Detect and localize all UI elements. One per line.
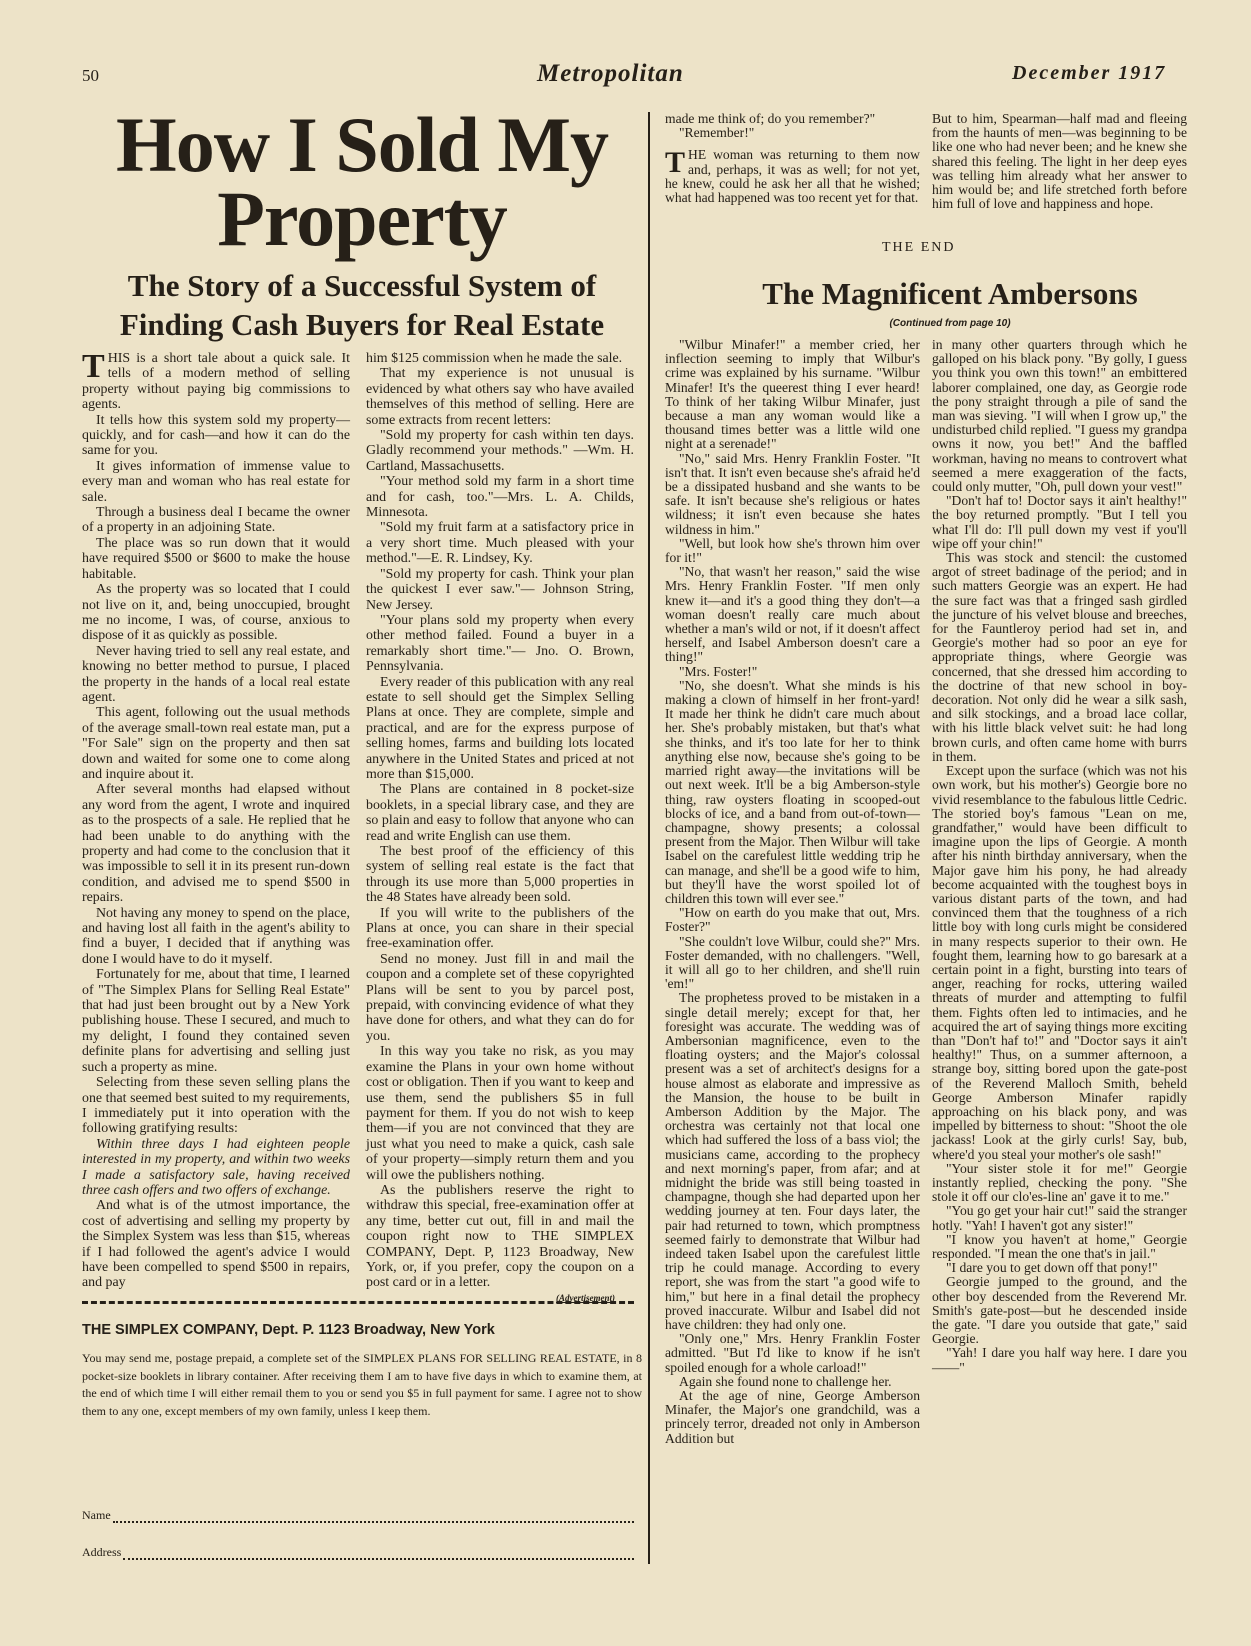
ad-paragraph: Every reader of this publication with any real estate to sell should get the Simplex Selling Plans at once. They are complete, simple and practical, and are for the express purpose of selling homes, farms and building lots located anywhere in the United States and priced at not more than $15,000. bbox=[366, 674, 634, 782]
story-paragraph: At the age of nine, George Amberson Minafer, the Major's one grandchild, was a princely terror, dreaded not only in Amberson Addition but bbox=[665, 1388, 920, 1446]
name-label: Name bbox=[82, 1508, 111, 1522]
name-field[interactable] bbox=[82, 1508, 634, 1523]
story-paragraph: Georgie jumped to the ground, and the other boy descended from the Reverend Mr. Smith's gate-post—but he descended inside the gate. "I dare you outside that gate," said Georgie. bbox=[932, 1274, 1187, 1347]
drop-cap: T bbox=[82, 348, 105, 385]
ad-paragraph: That my experience is not unusual is evidenced by what others say who have availed themselves of this method of selling. Here are some extracts from recent letters: bbox=[366, 366, 634, 428]
ad-paragraph: "Sold my property for cash within ten days. Gladly recommend your methods." —Wm. H. Cartland, Massachusetts. bbox=[366, 428, 634, 474]
story-paragraph: "Wilbur Minafer!" a member cried, her inflection seeming to imply that Wilbur's crime was explained by his surname. "Wilbur Minafer! It's the queerest thing I ever heard! To think of her taking Wilbur Minafer, just because a man any woman would like a thousand times better was a little wild one night at a serenade!" bbox=[665, 337, 920, 452]
story-paragraph: Again she found none to challenge her. bbox=[679, 1373, 892, 1389]
coupon-body: You may send me, postage prepaid, a complete set of the SIMPLEX PLANS FOR SELLING REAL ESTATE, in 8 pocket-size booklets in library container. After receiving them I am to have five days in which to examine them, at the end of which time I will either remail them to you or send you $5 in full payment for same. I agree not to show them to any one, except members of my own family, unless I keep them. bbox=[82, 1351, 642, 1418]
ad-paragraph: The Plans are contained in 8 pocket-size booklets, in a special library case, and they are so plain and easy to follow that anyone who can read and write English can use them. bbox=[366, 782, 634, 844]
story-paragraph: "Your sister stole it for me!" Georgie instantly replied, checking the pony. "She stole it off our clo'es-line an' gave it to me." bbox=[932, 1160, 1187, 1205]
story-paragraph: "Don't haf to! Doctor says it ain't healthy!" the boy returned promptly. "But I tell you what I'll do: I'll pull down my vest if you'll wipe off your chin!" bbox=[932, 493, 1187, 551]
story-end-column-a bbox=[665, 112, 920, 205]
story-paragraph: But to him, Spearman—half mad and fleeing from the haunts of men—was beginning to be like one who had never been; and he knew she shared this feeling. The light in her deep eyes was telling him already what her answer to him would be; and life stretched forth before him full of love and happiness and hope. bbox=[932, 111, 1187, 212]
coupon-cut-line bbox=[82, 1301, 634, 1304]
ambersons-column-1 bbox=[665, 338, 920, 1446]
the-end-label: THE END bbox=[882, 240, 956, 255]
ad-paragraph: As the publishers reserve the right to withdraw this special, free-examination offer at any time, better cut out, fill in and mail the coupon right now to THE SIMPLEX COMPANY, Dept. P, 1123 Broadway, New York, or, if you prefer, copy the coupon on a post card or in a letter. bbox=[366, 1182, 634, 1291]
ad-paragraph: It tells how this system sold my property—quickly, and for cash—and how it can do the same for you. bbox=[82, 412, 350, 459]
story-paragraph: "No," said Mrs. Henry Franklin Foster. "It isn't that. It isn't even because she's afraid he'd be a dissipated husband and she wants to be safe. It isn't because she's religious or hates wildness; it isn't even because she hates wildness in him." bbox=[665, 450, 920, 537]
story-paragraph: "No, she doesn't. What she minds is his making a clown of himself in her front-yard! It made her think he didn't care much about her. She's probably mistaken, but that's what she thinks, and it's too late for her to think anything else now, because she's going to be married right away—the invitations will be out next week. It'll be a big Amberson-style thing, raw oysters floating in scooped-out blocks of ice, and a band from out-of-town—champagne, showy presents; a colossal present from the Major. Then Wilbur will take Isabel on the carefulest little wedding trip he can manage, and she'll be a good wife to him, but they'll have the worst spoiled lot of children this town will ever see." bbox=[665, 677, 920, 906]
ad-paragraph: If you will write to the publishers of the Plans at once, you can share in their special free-examination offer. bbox=[366, 905, 634, 952]
ad-paragraph: Through a business deal I became the owner of a property in an adjoining State. bbox=[82, 505, 350, 536]
ad-paragraph: "Sold my property for cash. Think your plan the quickest I ever saw."— Johnson String, New Jersey. bbox=[366, 566, 634, 613]
ad-paragraph: The place was so run down that it would have required $500 or $600 to make the house habitable. bbox=[82, 535, 350, 582]
ad-paragraph: him $125 commission when he made the sale. bbox=[366, 351, 623, 366]
ad-paragraph: "Your method sold my farm in a short time and for cash, too."—Mrs. L. A. Childs, Minnesota. bbox=[366, 474, 634, 521]
story-paragraph: "I know you haven't at home," Georgie responded. "I mean the one that's in jail." bbox=[932, 1231, 1187, 1261]
drop-cap: T bbox=[665, 146, 686, 180]
address-input-line[interactable] bbox=[123, 1548, 634, 1560]
name-input-line[interactable] bbox=[113, 1511, 634, 1523]
story-paragraph: "She couldn't love Wilbur, could she?" Mrs. Foster demanded, with no challengers. "Well, it will all go to her children, and she'll ruin 'em!" bbox=[665, 933, 920, 992]
column-rule bbox=[648, 112, 650, 1564]
ad-title: How I Sold My Property bbox=[116, 101, 608, 262]
ad-paragraph: And what is of the utmost importance, the cost of advertising and selling my property by the Simplex System was less than $15, whereas if I had followed the agent's advice I would have been compelled to spend $500 in repairs, and pay bbox=[82, 1198, 350, 1291]
ad-paragraph: In this way you take no risk, as you may examine the Plans in your own home without cost or obligation. Then if you want to keep and use them, send the publishers $5 in full payment for them. If you do not wish to keep them—if you are not convinced that they are just what you need to make a quick, cash sale of your property—simply return them and you will owe the publishers nothing. bbox=[366, 1044, 634, 1183]
story-paragraph: "Remember!" bbox=[679, 125, 755, 141]
ambersons-title: The Magnificent Ambersons bbox=[762, 276, 1138, 311]
advertisement-label: (Advertisement) bbox=[556, 1293, 615, 1303]
page-number: 50 bbox=[82, 66, 99, 85]
story-paragraph: Except upon the surface (which was not his own work, but his mother's) Georgie bore no vivid resemblance to the fabulous little Cedric. The storied boy's famous "Lean on me, grandfather," would have been difficult to imagine upon the lips of Georgie. A month after his ninth birthday anniversary, when the Major gave him his pony, he had already become acquainted with the toughest boys in various distant parts of the town, and had convinced them that the toughness of a rich little boy with long curls might be considered in many respects superior to their own. He fought them, learning how to go baresark at a certain point in a fight, bursting into tears of anger, reaching for rocks, uttering wailed threats of murder and attempting to fulfil them. Fights often led to intimacies, and he acquired the art of saying things more exciting than "Don't haf to!" and "Doctor says it ain't healthy!" Thus, on a summer afternoon, a strange boy, sitting bored upon the gate-post of the Reverend Malloch Smith, beheld George Amberson Minafer rapidly approaching on his black pony, and was impelled by bitterness to shout: "Shoot the ole jackass! Look at the girly curls! Say, bub, where'd you steal your mother's ole sash!" bbox=[932, 763, 1187, 1162]
continued-note: (Continued from page 10) bbox=[889, 318, 1011, 329]
magazine-name: Metropolitan bbox=[537, 60, 684, 87]
address-field[interactable] bbox=[82, 1545, 634, 1560]
ad-paragraph: After several months had elapsed without any word from the agent, I wrote and inquired as to the prospects of a sale. He replied that he had been unable to do anything with the property and had come to the conclusion that it was impossible to sell it in its present run-down condition, and advised me to spend $500 in repairs. bbox=[82, 782, 350, 906]
ad-paragraph: Selecting from these seven selling plans the one that seemed best suited to my requirements, I immediately put it into operation with the following gratifying results: bbox=[82, 1075, 350, 1137]
ad-column-1 bbox=[82, 348, 350, 1291]
ad-paragraph: Send no money. Just fill in and mail the coupon and a complete set of these copyrighted Plans will be sent to you by parcel post, prepaid, with convincing evidence of what they have done for others, and what they can do for you. bbox=[366, 951, 634, 1044]
story-paragraph: This was stock and stencil: the customed argot of street badinage of the period; and in such matters Georgie was an expert. He had the sure fact was that a fringed sash girdled the juncture of his velvet blouse and breeches, for the Fauntleroy period had set in, and Georgie's mother had so poor an eye for appropriate things, where Georgie was concerned, that she dressed him according to the doctrine of that new school in boy-decoration. Not only did he wear a silk sash, and silk stockings, and a broad lace collar, with his little black velvet suit: he had long brown curls, and often came home with burrs in them. bbox=[932, 550, 1187, 764]
story-paragraph: "I dare you to get down off that pony!" bbox=[946, 1260, 1158, 1276]
ad-paragraph: Never having tried to sell any real estate, and knowing no better method to pursue, I placed the property in the hands of a local real estate agent. bbox=[82, 643, 350, 705]
ad-paragraph: Within three days I had eighteen people interested in my property, and within two weeks I made a satisfactory sale, having received three cash offers and two offers of exchange. bbox=[82, 1136, 350, 1198]
story-paragraph: "Yah! I dare you half way here. I dare you——" bbox=[932, 1345, 1187, 1375]
ad-paragraph: It gives information of immense value to every man and woman who has real estate for sale. bbox=[82, 458, 350, 505]
story-paragraph: in many other quarters through which he galloped on his black pony. "By golly, I guess you think you own this town!" an embittered laborer complained, one day, as Georgie rode the pony straight through a pile of sand the man was sieving. "I will when I grow up," the undisturbed child replied. "I guess my grandpa owns it now, you bet!" And the baffled workman, having no means to controvert what seemed a mere exaggeration of the facts, could only mutter, "Oh, pull down your vest!" bbox=[932, 337, 1187, 495]
ad-paragraph: The best proof of the efficiency of this system of selling real estate is the fact that through its use more than 5,000 properties in the 48 States have already been sold. bbox=[366, 844, 634, 906]
ad-paragraph: Fortunately for me, about that time, I learned of "The Simplex Plans for Selling Real Estate" that had just been brought out by a New York publishing house. These I secured, and much to my delight, I found they contained seven definite plans for advertising and selling just such a property as mine. bbox=[82, 967, 350, 1075]
story-paragraph: The prophetess proved to be mistaken in a single detail merely; except for that, her foresight was accurate. The wedding was of Ambersonian magnificence, even to the floating oysters; and the Major's colossal present was a set of architect's designs for a house almost as elaborate and impressive as the Mansion, the house to be built in Amberson Addition by the Major. The orchestra was certainly not that local one which had suffered the loss of a bass viol; the musicians came, according to the prophecy and next morning's paper, from afar; and at midnight the bride was still being toasted in champagne, though she had departed upon her wedding journey at ten. Four days later, the pair had returned to town, which promptness seemed fairly to demonstrate that Wilbur had indeed taken Isabel upon the carefulest little trip he could manage. According to every report, she was from the start "a good wife to him," but here in a final detail the prophecy proved inaccurate. Wilbur and Isabel did not have children: they had only one. bbox=[665, 990, 920, 1333]
issue-date: December 1917 bbox=[1012, 62, 1167, 84]
story-paragraph: "No, that wasn't her reason," said the wise Mrs. Henry Franklin Foster. "If men only knew it—and it's a good thing they don't—a woman doesn't really care much about whether a man's wild or not, if it doesn't affect herself, and Isabel Amberson doesn't care a thing!" bbox=[665, 564, 920, 665]
address-label: Address bbox=[82, 1545, 122, 1559]
ad-paragraph: THIS is a short tale about a quick sale. It tells of a modern method of selling property without paying big commissions to agents. bbox=[82, 348, 350, 413]
ad-paragraph: "Sold my fruit farm at a satisfactory price in a very short time. Much pleased with your method."—E. R. Lindsey, Ky. bbox=[366, 520, 634, 567]
story-paragraph: "Mrs. Foster!" bbox=[679, 663, 758, 679]
ad-paragraph: Not having any money to spend on the place, and having lost all faith in the agent's ability to find a buyer, I decided that if anything was done I would have to do it myself. bbox=[82, 905, 350, 967]
story-paragraph: made me think of; do you remember?" bbox=[665, 111, 876, 126]
story-paragraph: THE woman was returning to them now and, perhaps, it was as well; for not yet, he knew, could he ask her all that he wished; what had happened was too recent yet for that. bbox=[665, 146, 920, 206]
story-paragraph: "How on earth do you make that out, Mrs. Foster?" bbox=[665, 905, 920, 935]
coupon-heading: THE SIMPLEX COMPANY, Dept. P. 1123 Broadway, New York bbox=[82, 1322, 495, 1338]
ad-subtitle: The Story of a Successful System of Finding Cash Buyers for Real Estate bbox=[119, 268, 605, 342]
story-end-column-b bbox=[932, 112, 1187, 211]
story-paragraph: "Well, but look how she's thrown him over for it!" bbox=[665, 535, 920, 566]
ambersons-column-2 bbox=[932, 338, 1187, 1375]
ad-column-2 bbox=[366, 351, 634, 1291]
story-paragraph: "Only one," Mrs. Henry Franklin Foster admitted. "But I'd like to know if he isn't spoiled enough for a whole carload!" bbox=[665, 1331, 920, 1375]
ad-paragraph: As the property was so located that I could not live on it, and, being unoccupied, brought me no income, I was, of course, anxious to dispose of it as quickly as possible. bbox=[82, 582, 350, 644]
ad-paragraph: This agent, following out the usual methods of the average small-town real estate man, put a "For Sale" sign on the property and then sat down and waited for some one to come along and inquire about it. bbox=[82, 705, 350, 782]
ad-paragraph: "Your plans sold my property when every other method failed. Found a buyer in a remarkably short time."— Jno. O. Brown, Pennsylvania. bbox=[366, 612, 634, 675]
story-paragraph: "You go get your hair cut!" said the stranger hotly. "Yah! I haven't got any sister!" bbox=[932, 1203, 1187, 1233]
